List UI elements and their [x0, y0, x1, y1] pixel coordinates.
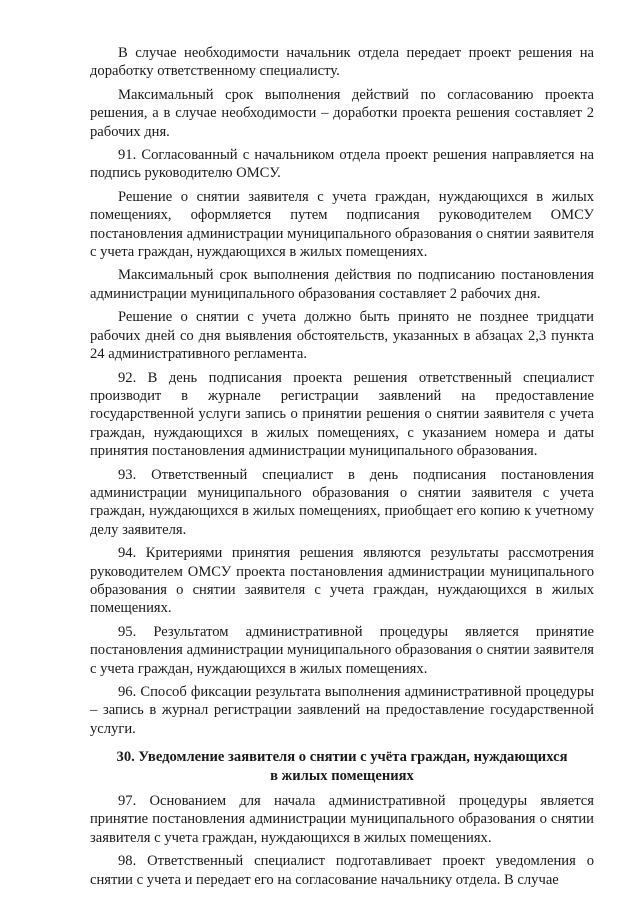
paragraph-96: 96. Способ фиксации результата выполнения административной процедуры – запись в журнал регистрации заявлений на предоставление государственной услуги.	[90, 684, 594, 737]
paragraph-97: 97. Основанием для начала административной процедуры является принятие постановления администрации муниципального образования о снятии заявителя с учета граждан, нуждающихся в жилых помещениях.	[90, 793, 594, 846]
section-heading-line-2: в жилых помещениях	[270, 767, 414, 784]
paragraph: Максимальный срок выполнения действий по согласованию проекта решения, а в случае необходимости – доработки проекта решения составляет 2 рабочих дня.	[90, 86, 594, 140]
paragraph-95: 95. Результатом административной процедуры является принятие постановления администрации муниципального образования о снятии заявителя с учета граждан, нуждающихся в жилых помещениях.	[90, 623, 594, 677]
paragraph-93: 93. Ответственный специалист в день подписания постановления администрации муниципального образования о снятии заявителя с учета граждан, нуждающихся в жилых помещениях, приобщает его копию к учетному делу заявителя.	[90, 466, 594, 538]
paragraph: Максимальный срок выполнения действия по подписанию постановления администрации муниципального образования составляет 2 рабочих дня.	[90, 267, 594, 302]
section-heading-line-1: 30. Уведомление заявителя о снятии с учёта граждан, нуждающихся	[116, 749, 568, 766]
document-page	[90, 44, 594, 894]
paragraph-92: 92. В день подписания проекта решения ответственный специалист производит в журнале регистрации заявлений на предоставление государственной услуги запись о принятии решения о снятии заявителя с учета граждан, нуждающихся в жилых помещениях, с указанием номера и даты принятия постановления администрации муниципального образования.	[90, 369, 594, 460]
section-heading	[90, 748, 594, 785]
paragraph: Решение о снятии с учета должно быть принято не позднее тридцати рабочих дней со дня выявления обстоятельств, указанных в абзацах 2,3 пункта 24 административного регламента.	[90, 309, 594, 363]
paragraph-91: 91. Согласованный с начальником отдела проект решения направляется на подпись руководителю ОМСУ.	[90, 147, 594, 182]
paragraph: В случае необходимости начальник отдела передает проект решения на доработку ответственному специалисту.	[90, 45, 594, 80]
paragraph-98: 98. Ответственный специалист подготавливает проект уведомления о снятии с учета и передает его на согласование начальнику отдела. В случае	[90, 853, 594, 888]
paragraph-94: 94. Критериями принятия решения являются результаты рассмотрения руководителем ОМСУ проекта постановления администрации муниципального образования о снятии заявителя с учета граждан, нуждающихся в жилых помещениях.	[90, 545, 594, 617]
paragraph: Решение о снятии заявителя с учета граждан, нуждающихся в жилых помещениях, оформляется путем подписания руководителем ОМСУ постановления администрации муниципального образования о снятии заявителя с учета граждан, нуждающихся в жилых помещениях.	[90, 188, 594, 261]
